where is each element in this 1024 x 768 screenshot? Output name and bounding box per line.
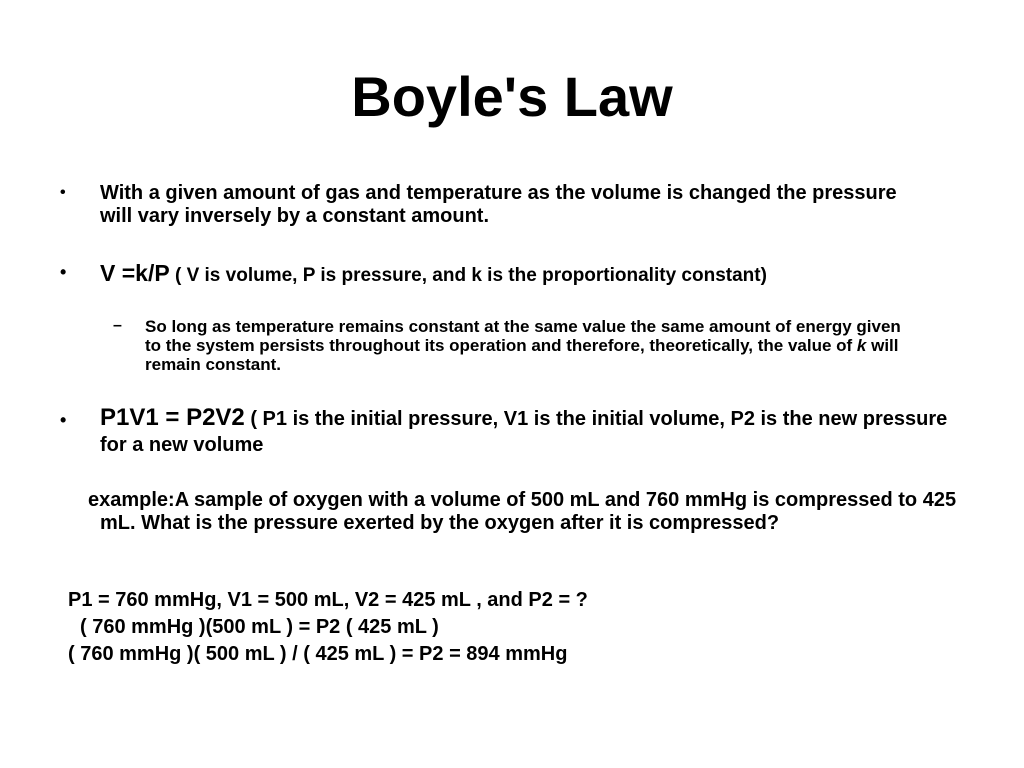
bullet-marker: •	[60, 410, 67, 430]
calculation-line-equation: ( 760 mmHg )(500 mL ) = P2 ( 425 mL )	[80, 616, 439, 638]
sub-bullet-marker: –	[113, 317, 122, 334]
slide-title: Boyle's Law	[351, 65, 673, 128]
bullet-text	[100, 405, 950, 459]
bullet-marker: •	[60, 184, 66, 201]
sub-bullet-italic-k: k	[856, 336, 867, 355]
sub-bullet-text-part: will remain constant.	[145, 336, 899, 374]
example-problem: example:A sample of oxygen with a volume of 500 mL and 760 mmHg is compressed to 425 mL. What is the pressure exerted by the oxygen after it is compressed?	[88, 489, 957, 534]
sub-bullet-text	[145, 317, 915, 374]
formula-v-kp: V =k/P	[100, 260, 170, 286]
sub-bullet-text-part: So long as temperature remains constant at the same value the same amount of energy given to the system persists throughout its operation and therefore, theoretically, the value of	[145, 317, 901, 355]
calculation-line-givens: P1 = 760 mmHg, V1 = 500 mL, V2 = 425 mL , and P2 = ?	[68, 589, 588, 611]
formula-note: ( V is volume, P is pressure, and k is the proportionality constant)	[169, 265, 767, 286]
bullet-text	[100, 259, 950, 291]
bullet-text: With a given amount of gas and temperature as the volume is changed the pressure will vary inversely by a constant amount.	[100, 182, 897, 227]
formula-note: ( P1 is the initial pressure, V1 is the initial volume, P2 is the new pressure for a new volume	[100, 408, 948, 456]
bullet-marker: •	[60, 262, 67, 282]
calculation-line-result: ( 760 mmHg )( 500 mL ) / ( 425 mL ) = P2 = 894 mmHg	[68, 643, 568, 665]
formula-p1v1-p2v2: P1V1 = P2V2	[100, 404, 245, 431]
